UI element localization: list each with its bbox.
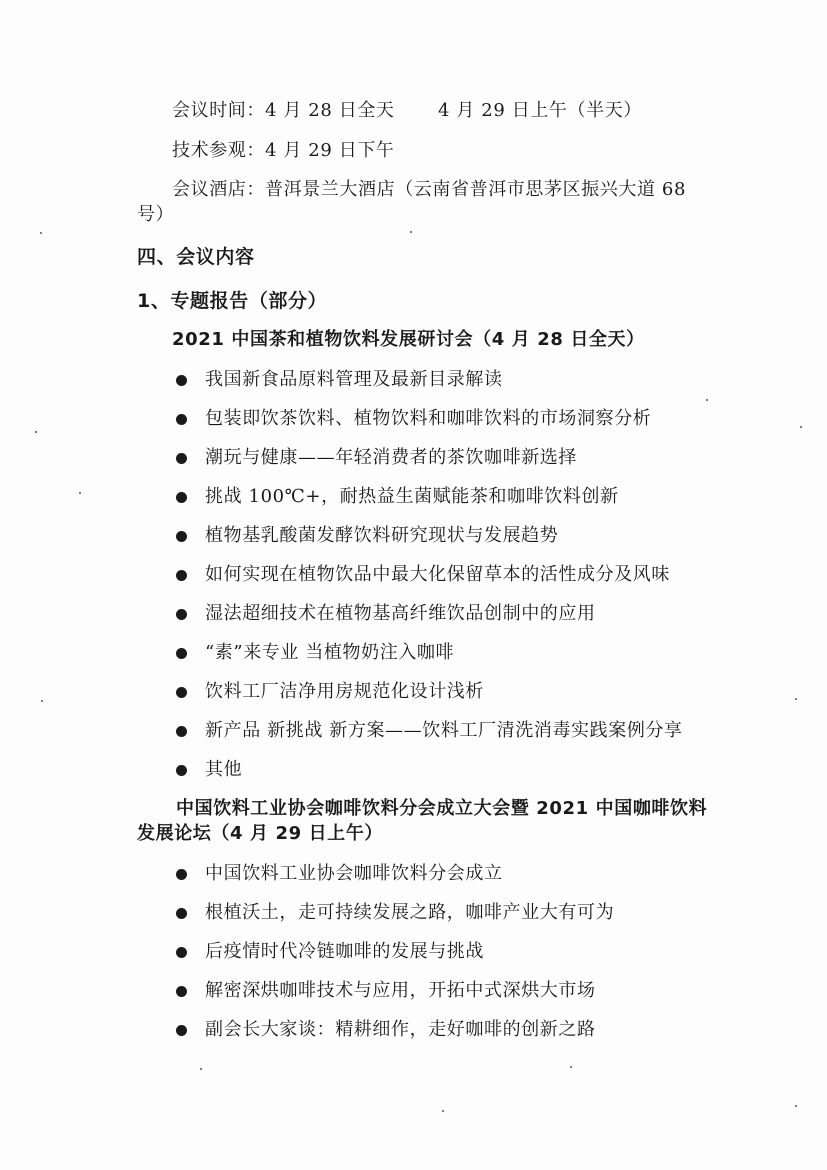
hotel-line-2: 号） bbox=[137, 204, 175, 225]
bullet-icon bbox=[176, 726, 187, 737]
forum2-title-line-1: 中国饮料工业协会咖啡饮料分会成立大会暨 2021 中国咖啡饮料 bbox=[176, 798, 708, 819]
scan-speck bbox=[40, 232, 42, 234]
hotel-line-1: 会议酒店：普洱景兰大酒店（云南省普洱市思茅区振兴大道 68 bbox=[172, 179, 687, 200]
bullet-icon bbox=[176, 375, 187, 386]
scan-speck bbox=[41, 700, 43, 702]
forum1-title: 2021 中国茶和植物饮料发展研讨会（4 月 28 日全天） bbox=[172, 329, 645, 350]
list-item-text: 后疫情时代冷链咖啡的发展与挑战 bbox=[205, 941, 484, 962]
list-item-text: “素”来专业 当植物奶注入咖啡 bbox=[205, 642, 455, 663]
list-item bbox=[176, 563, 670, 587]
scan-speck bbox=[795, 1105, 797, 1107]
list-item bbox=[176, 1018, 596, 1042]
list-item bbox=[176, 407, 651, 431]
scan-speck bbox=[795, 698, 797, 700]
list-item-text: 根植沃土，走可持续发展之路，咖啡产业大有可为 bbox=[205, 902, 615, 923]
bullet-icon bbox=[176, 531, 187, 542]
list-item bbox=[176, 719, 683, 743]
list-item bbox=[176, 485, 619, 509]
scan-speck bbox=[706, 399, 708, 401]
list-item-text: 湿法超细技术在植物基高纤维饮品创制中的应用 bbox=[205, 603, 596, 624]
list-item-text: 如何实现在植物饮品中最大化保留草本的活性成分及风味 bbox=[205, 564, 670, 585]
meeting-time-day2: 4 月 29 日上午（半天） bbox=[438, 100, 642, 121]
scan-speck bbox=[570, 1066, 572, 1068]
list-item-text: 我国新食品原料管理及最新目录解读 bbox=[205, 369, 503, 390]
section-heading: 四、会议内容 bbox=[137, 246, 255, 268]
bullet-icon bbox=[176, 648, 187, 659]
list-item bbox=[176, 758, 242, 782]
list-item-text: 副会长大家谈：精耕细作，走好咖啡的创新之路 bbox=[205, 1019, 596, 1040]
bullet-icon bbox=[176, 492, 187, 503]
meeting-time-day1: 4 月 28 日全天 bbox=[265, 100, 395, 121]
list-item-text: 中国饮料工业协会咖啡饮料分会成立 bbox=[205, 863, 503, 884]
list-item bbox=[176, 940, 484, 964]
list-item bbox=[176, 862, 503, 886]
list-item-text: 潮玩与健康——年轻消费者的茶饮咖啡新选择 bbox=[205, 447, 577, 468]
list-item-text: 新产品 新挑战 新方案——饮料工厂清洗消毒实践案例分享 bbox=[205, 720, 683, 741]
scan-speck bbox=[200, 1068, 202, 1070]
sub-heading: 1、专题报告（部分） bbox=[137, 290, 328, 312]
scan-speck bbox=[800, 426, 802, 428]
bullet-icon bbox=[176, 570, 187, 581]
list-item bbox=[176, 680, 484, 704]
list-item-text: 包装即饮茶饮料、植物饮料和咖啡饮料的市场洞察分析 bbox=[205, 408, 652, 429]
technical-visit-line: 技术参观：4 月 29 日下午 bbox=[172, 140, 395, 161]
list-item bbox=[176, 524, 558, 548]
bullet-icon bbox=[176, 908, 187, 919]
bullet-icon bbox=[176, 687, 187, 698]
list-item bbox=[176, 368, 503, 392]
list-item bbox=[176, 446, 577, 470]
list-item-text: 解密深烘咖啡技术与应用，开拓中式深烘大市场 bbox=[205, 980, 596, 1001]
list-item bbox=[176, 901, 614, 925]
bullet-icon bbox=[176, 947, 187, 958]
bullet-icon bbox=[176, 609, 187, 620]
scan-speck bbox=[442, 1110, 444, 1112]
list-item-text: 饮料工厂洁净用房规范化设计浅析 bbox=[205, 681, 484, 702]
forum2-title-line-2: 发展论坛（4 月 29 日上午） bbox=[137, 823, 383, 844]
bullet-icon bbox=[176, 869, 187, 880]
list-item bbox=[176, 641, 454, 665]
list-item-text: 其他 bbox=[205, 759, 243, 780]
bullet-icon bbox=[176, 986, 187, 997]
scan-speck bbox=[410, 231, 412, 233]
list-item-text: 植物基乳酸菌发酵饮料研究现状与发展趋势 bbox=[205, 525, 559, 546]
bullet-icon bbox=[176, 765, 187, 776]
bullet-icon bbox=[176, 1025, 187, 1036]
meeting-time-label: 会议时间： bbox=[172, 100, 265, 121]
list-item bbox=[176, 602, 596, 626]
list-item bbox=[176, 979, 596, 1003]
scan-speck bbox=[79, 492, 81, 494]
bullet-icon bbox=[176, 414, 187, 425]
scan-speck bbox=[35, 431, 37, 433]
meeting-time-line bbox=[172, 99, 395, 123]
bullet-icon bbox=[176, 453, 187, 464]
list-item-text: 挑战 100℃+，耐热益生菌赋能茶和咖啡饮料创新 bbox=[205, 486, 619, 507]
